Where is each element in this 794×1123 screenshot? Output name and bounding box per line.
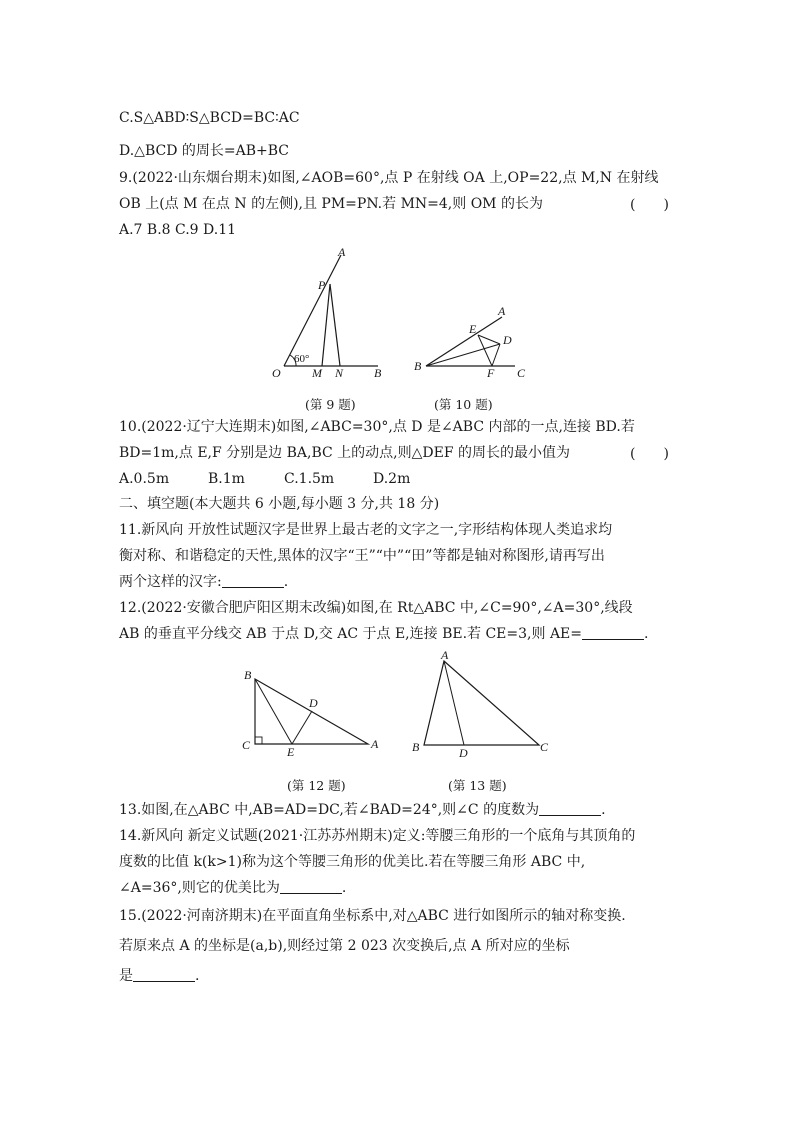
fig9-seg-pn xyxy=(330,284,340,366)
fig12-caption: (第 12 题) xyxy=(287,778,346,793)
q14-text-line1: 14.新风向 新定义试题(2021·江苏苏州期末)定义:等腰三角形的一个底角与其顶角的 xyxy=(119,828,636,844)
q14-prompt: ∠A=36°,则它的优美比为 xyxy=(119,880,280,896)
q9-text-line1: 9.(2022·山东烟台期末)如图,∠AOB=60°,点 P 在射线 OA 上,OP=22,点 M,N 在射线 xyxy=(119,170,659,186)
fig10-label-a: A xyxy=(498,304,506,318)
q10-text-line1: 10.(2022·辽宁大连期末)如图,∠ABC=30°,点 D 是∠ABC 内部的一点,连接 BD.若 xyxy=(119,419,635,435)
q12-text-line1: 12.(2022·安徽合肥庐阳区期末改编)如图,在 Rt△ABC 中,∠C=90°,∠A=30°,线段 xyxy=(119,600,633,616)
q9-answer-paren: ( ) xyxy=(630,197,669,213)
q14-answer-blank[interactable] xyxy=(280,879,342,894)
q9-options: A.7 B.8 C.9 D.11 xyxy=(119,222,237,238)
fig12-seg-be xyxy=(255,679,292,744)
fig10-label-f: F xyxy=(487,366,495,380)
fig9-ray-oa xyxy=(284,255,341,366)
q14-text-line3: ∠A=36°,则它的优美比为 . xyxy=(119,880,347,896)
q15-prompt: 是 xyxy=(119,968,133,984)
fig10-seg-bd xyxy=(426,344,500,366)
q13-answer-blank[interactable] xyxy=(539,801,601,816)
fig9-label-angle: 60° xyxy=(294,353,310,365)
q8-option-c: C.S△ABD∶S△BCD=BC∶AC xyxy=(119,110,300,126)
q11-text-line3: 两个这样的汉字: . xyxy=(119,574,289,590)
q10-text-line2: BD=1m,点 E,F 分别是边 BA,BC 上的动点,则△DEF 的周长的最小值为 xyxy=(119,445,570,461)
q11-prompt: 两个这样的汉字: xyxy=(119,574,222,590)
fig10-label-c: C xyxy=(517,366,526,380)
fig10-label-d: D xyxy=(503,333,512,347)
q15-text-line3: 是 . xyxy=(119,968,200,984)
fig12-label-e: E xyxy=(287,745,295,759)
fig10-seg-df xyxy=(492,344,500,366)
fig10-ray-ba xyxy=(426,317,502,366)
fig9-caption: (第 9 题) xyxy=(305,397,356,412)
fig9-label-o: O xyxy=(272,366,281,380)
fig10-label-e: E xyxy=(469,322,477,336)
q10-option-b: B.1m xyxy=(208,471,245,487)
fig10-caption: (第 10 题) xyxy=(434,397,493,412)
q11-answer-blank[interactable] xyxy=(222,573,284,588)
fig12-label-c: C xyxy=(242,738,251,752)
figure-10 xyxy=(410,300,535,382)
q15-text-line1: 15.(2022·河南济期末)在平面直角坐标系中,对△ABC 进行如图所示的轴对称变换. xyxy=(119,908,626,924)
q11-text-line1: 11.新风向 开放性试题汉字是世界上最古老的文字之一,字形结构体现人类追求均 xyxy=(119,522,613,538)
q12-answer-blank[interactable] xyxy=(582,625,644,640)
figure-9 xyxy=(268,246,393,381)
fig12-label-a: A xyxy=(371,737,379,751)
q8-option-d: D.△BCD 的周长=AB+BC xyxy=(119,143,289,159)
q11-text-line2: 衡对称、和谐稳定的天性,黑体的汉字“王”“中”“田”等都是轴对称图形,请再写出 xyxy=(119,548,605,564)
q15-answer-blank[interactable] xyxy=(133,967,195,982)
fig13-seg-ad xyxy=(444,661,464,745)
fig12-right-angle-mark xyxy=(255,737,262,744)
fig10-label-b: B xyxy=(414,359,422,373)
fig13-label-d: D xyxy=(459,746,468,758)
fig13-label-b: B xyxy=(412,740,420,754)
fig9-label-m: M xyxy=(312,366,322,380)
q15-text-line2: 若原来点 A 的坐标是(a,b),则经过第 2 023 次变换后,点 A 所对应的坐标 xyxy=(119,938,570,954)
q13-prompt: 13.如图,在△ABC 中,AB=AD=DC,若∠BAD=24°,则∠C 的度数为 xyxy=(119,802,540,818)
fig9-label-p: P xyxy=(318,278,326,292)
fig13-label-a: A xyxy=(441,648,449,662)
fig13-triangle-abc xyxy=(424,661,539,745)
fig13-label-c: C xyxy=(540,740,549,754)
fig13-caption: (第 13 题) xyxy=(448,778,507,793)
fig12-label-b: B xyxy=(244,668,252,682)
figure-13 xyxy=(404,648,554,758)
fig9-label-b: B xyxy=(374,366,382,380)
fig9-label-n: N xyxy=(335,366,344,380)
q10-option-c: C.1.5m xyxy=(284,471,335,487)
q13-text-line1: 13.如图,在△ABC 中,AB=AD=DC,若∠BAD=24°,则∠C 的度数为 . xyxy=(119,802,606,818)
fig9-seg-pm xyxy=(322,284,330,366)
q12-prompt: AB 的垂直平分线交 AB 于点 D,交 AC 于点 E,连接 BE.若 CE=3,则 AE= xyxy=(119,626,583,642)
q14-text-line2: 度数的比值 k(k>1)称为这个等腰三角形的优美比.若在等腰三角形 ABC 中, xyxy=(119,854,586,870)
q10-answer-paren: ( ) xyxy=(630,446,669,462)
fig12-label-d: D xyxy=(309,696,318,710)
q10-option-d: D.2m xyxy=(373,471,411,487)
q9-text-line2: OB 上(点 M 在点 N 的左侧),且 PM=PN.若 MN=4,则 OM 的长为 xyxy=(119,196,543,212)
fig12-seg-de xyxy=(292,711,312,744)
figure-12 xyxy=(238,664,388,759)
fig9-label-a: A xyxy=(338,246,346,259)
section-2-heading: 二、填空题(本大题共 6 小题,每小题 3 分,共 18 分) xyxy=(119,496,440,512)
q10-option-a: A.0.5m xyxy=(119,471,170,487)
q12-text-line2: AB 的垂直平分线交 AB 于点 D,交 AC 于点 E,连接 BE.若 CE=3,则 AE= . xyxy=(119,626,649,642)
